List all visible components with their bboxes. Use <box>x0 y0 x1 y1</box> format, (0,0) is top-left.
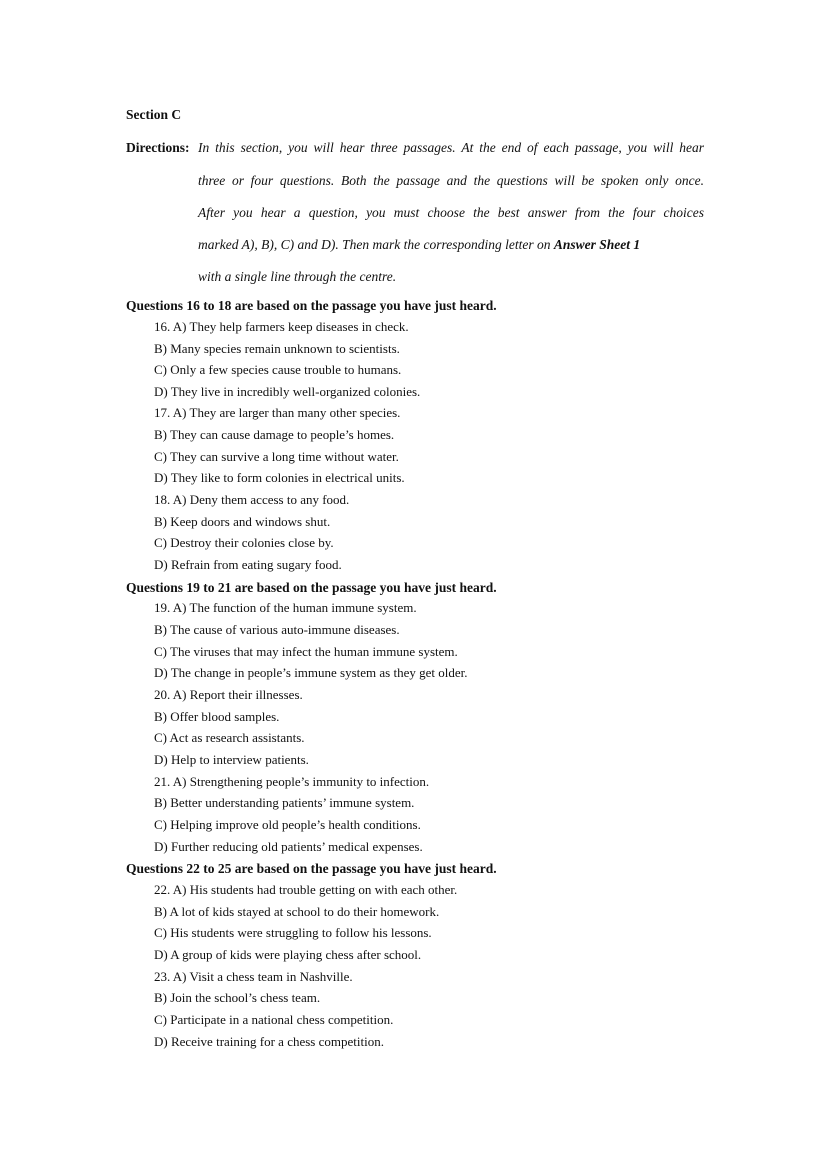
q21-option-a: 21. A) Strengthening people’s immunity to infection. <box>154 774 430 789</box>
q18-option-b: B) Keep doors and windows shut. <box>154 514 331 529</box>
q22-option-c: C) His students were struggling to follow his lessons. <box>154 925 432 940</box>
directions-line-4-text: marked A), B), C) and D). Then mark the corresponding letter on <box>198 237 551 252</box>
q20-option-b: B) Offer blood samples. <box>154 709 280 724</box>
directions-line-4 <box>198 237 640 253</box>
directions-line-2: three or four questions. Both the passage and the questions will be spoken only once. <box>198 173 704 188</box>
q16-option-a: 16. A) They help farmers keep diseases in check. <box>154 319 409 334</box>
q22-option-d: D) A group of kids were playing chess after school. <box>154 947 422 962</box>
q17-option-d: D) They like to form colonies in electrical units. <box>154 470 405 485</box>
q20-option-d: D) Help to interview patients. <box>154 752 309 767</box>
q16-option-d: D) They live in incredibly well-organized colonies. <box>154 384 421 399</box>
group-heading-19-21: Questions 19 to 21 are based on the passage you have just heard. <box>126 580 497 595</box>
q23-option-a: 23. A) Visit a chess team in Nashville. <box>154 969 353 984</box>
q18-option-a: 18. A) Deny them access to any food. <box>154 492 350 507</box>
q19-option-d: D) The change in people’s immune system as they get older. <box>154 665 468 680</box>
q17-option-b: B) They can cause damage to people’s homes. <box>154 427 395 442</box>
q16-option-c: C) Only a few species cause trouble to humans. <box>154 362 402 377</box>
q20-option-c: C) Act as research assistants. <box>154 730 305 745</box>
q22-option-a: 22. A) His students had trouble getting on with each other. <box>154 882 458 897</box>
directions-line-5: with a single line through the centre. <box>198 269 397 284</box>
q19-option-b: B) The cause of various auto-immune diseases. <box>154 622 400 637</box>
q18-option-d: D) Refrain from eating sugary food. <box>154 557 342 572</box>
directions-line-1: In this section, you will hear three passages. At the end of each passage, you will hear <box>198 140 704 155</box>
q21-option-d: D) Further reducing old patients’ medical expenses. <box>154 839 423 854</box>
q22-option-b: B) A lot of kids stayed at school to do their homework. <box>154 904 440 919</box>
directions-line-3: After you hear a question, you must choose the best answer from the four choices <box>198 205 704 220</box>
q17-option-c: C) They can survive a long time without water. <box>154 449 399 464</box>
q18-option-c: C) Destroy their colonies close by. <box>154 535 334 550</box>
q19-option-c: C) The viruses that may infect the human immune system. <box>154 644 458 659</box>
q19-option-a: 19. A) The function of the human immune system. <box>154 600 417 615</box>
q17-option-a: 17. A) They are larger than many other species. <box>154 405 401 420</box>
q23-option-b: B) Join the school’s chess team. <box>154 990 321 1005</box>
section-title: Section C <box>126 107 182 122</box>
q23-option-d: D) Receive training for a chess competition. <box>154 1034 384 1049</box>
q16-option-b: B) Many species remain unknown to scientists. <box>154 341 400 356</box>
q20-option-a: 20. A) Report their illnesses. <box>154 687 303 702</box>
q21-option-b: B) Better understanding patients’ immune system. <box>154 795 415 810</box>
group-heading-16-18: Questions 16 to 18 are based on the passage you have just heard. <box>126 298 497 313</box>
q21-option-c: C) Helping improve old people’s health conditions. <box>154 817 421 832</box>
answer-sheet-label: Answer Sheet 1 <box>553 237 641 252</box>
q23-option-c: C) Participate in a national chess competition. <box>154 1012 394 1027</box>
group-heading-22-25: Questions 22 to 25 are based on the passage you have just heard. <box>126 861 497 876</box>
directions-label: Directions: <box>126 140 190 155</box>
